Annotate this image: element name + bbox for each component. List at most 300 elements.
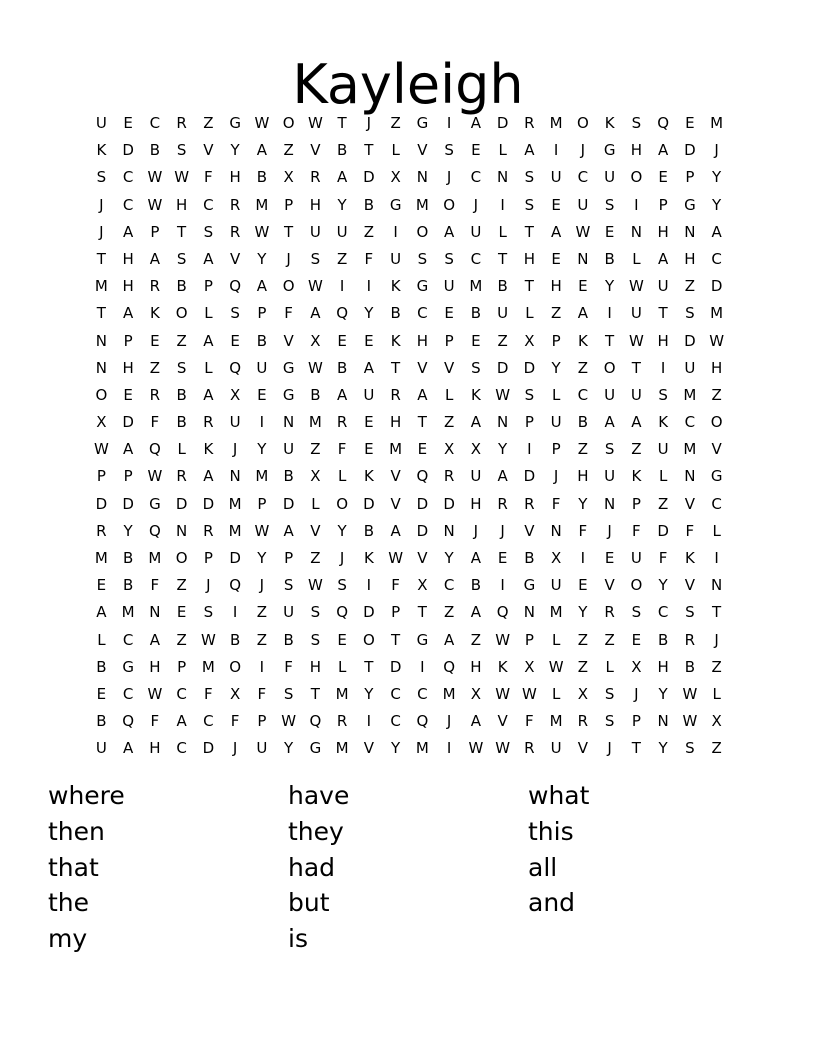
- grid-cell[interactable]: N: [577, 249, 589, 268]
- grid-cell[interactable]: F: [658, 549, 668, 567]
- grid-cell[interactable]: S: [444, 249, 454, 268]
- grid-cell[interactable]: M: [415, 739, 429, 758]
- grid-cell[interactable]: F: [632, 521, 641, 540]
- word-list-item[interactable]: they: [288, 816, 344, 846]
- grid-cell[interactable]: M: [255, 195, 269, 214]
- grid-cell[interactable]: O: [630, 168, 643, 187]
- grid-cell[interactable]: N: [443, 521, 455, 540]
- grid-cell[interactable]: O: [710, 413, 723, 432]
- grid-cell[interactable]: B: [497, 277, 508, 296]
- grid-cell[interactable]: L: [498, 222, 507, 241]
- grid-cell[interactable]: I: [580, 549, 586, 567]
- grid-cell[interactable]: G: [416, 277, 429, 296]
- word-list-item[interactable]: but: [288, 888, 330, 918]
- grid-cell[interactable]: D: [175, 494, 188, 513]
- grid-cell[interactable]: Y: [257, 249, 267, 268]
- grid-cell[interactable]: X: [310, 331, 321, 350]
- grid-cell[interactable]: D: [416, 521, 429, 540]
- grid-cell[interactable]: L: [337, 467, 347, 486]
- grid-cell[interactable]: B: [122, 549, 134, 567]
- grid-cell[interactable]: N: [711, 576, 723, 595]
- grid-cell[interactable]: B: [524, 549, 535, 567]
- grid-cell[interactable]: S: [524, 168, 535, 187]
- grid-cell[interactable]: T: [658, 304, 668, 323]
- grid-cell[interactable]: H: [416, 331, 429, 350]
- grid-cell[interactable]: D: [496, 114, 509, 132]
- grid-cell[interactable]: U: [470, 467, 482, 486]
- grid-cell[interactable]: N: [416, 168, 428, 187]
- grid-cell[interactable]: D: [416, 494, 429, 513]
- grid-cell[interactable]: U: [283, 440, 295, 459]
- grid-cell[interactable]: Z: [176, 630, 187, 649]
- grid-cell[interactable]: Y: [123, 521, 133, 540]
- grid-cell[interactable]: T: [631, 358, 641, 377]
- grid-cell[interactable]: I: [446, 739, 452, 758]
- grid-cell[interactable]: P: [551, 440, 561, 459]
- grid-cell[interactable]: H: [470, 657, 482, 676]
- grid-cell[interactable]: O: [576, 114, 589, 132]
- grid-cell[interactable]: M: [710, 304, 724, 323]
- grid-cell[interactable]: M: [469, 277, 483, 296]
- grid-cell[interactable]: S: [631, 603, 642, 622]
- grid-cell[interactable]: A: [390, 521, 401, 540]
- grid-cell[interactable]: A: [550, 222, 562, 241]
- grid-cell[interactable]: H: [577, 467, 589, 486]
- grid-cell[interactable]: X: [470, 440, 482, 459]
- grid-cell[interactable]: A: [176, 712, 187, 731]
- grid-cell[interactable]: S: [631, 114, 642, 132]
- grid-cell[interactable]: A: [470, 712, 481, 731]
- grid-cell[interactable]: A: [631, 413, 642, 432]
- grid-cell[interactable]: N: [684, 222, 696, 241]
- grid-cell[interactable]: R: [524, 114, 535, 132]
- grid-cell[interactable]: Z: [283, 141, 294, 160]
- grid-cell[interactable]: Z: [684, 277, 696, 296]
- grid-cell[interactable]: H: [309, 657, 322, 676]
- grid-cell[interactable]: Z: [443, 603, 455, 622]
- grid-cell[interactable]: U: [684, 358, 696, 377]
- grid-cell[interactable]: L: [605, 657, 614, 676]
- grid-cell[interactable]: J: [99, 195, 104, 214]
- grid-cell[interactable]: M: [255, 467, 269, 486]
- grid-cell[interactable]: I: [420, 657, 425, 676]
- grid-cell[interactable]: Q: [229, 576, 242, 595]
- grid-cell[interactable]: S: [417, 249, 428, 268]
- grid-cell[interactable]: X: [550, 549, 562, 567]
- grid-cell[interactable]: B: [336, 358, 348, 377]
- grid-cell[interactable]: H: [122, 277, 134, 296]
- grid-cell[interactable]: Q: [496, 603, 509, 622]
- grid-cell[interactable]: W: [495, 385, 511, 404]
- grid-cell[interactable]: U: [390, 249, 402, 268]
- grid-cell[interactable]: L: [551, 630, 561, 649]
- grid-cell[interactable]: Q: [336, 304, 349, 323]
- grid-cell[interactable]: B: [176, 277, 187, 296]
- grid-cell[interactable]: R: [524, 739, 535, 758]
- grid-cell[interactable]: P: [177, 657, 187, 676]
- grid-cell[interactable]: U: [283, 603, 295, 622]
- grid-cell[interactable]: G: [523, 576, 536, 595]
- grid-cell[interactable]: D: [363, 603, 375, 622]
- grid-cell[interactable]: I: [393, 222, 398, 241]
- grid-cell[interactable]: E: [337, 630, 347, 649]
- grid-cell[interactable]: W: [388, 549, 404, 567]
- grid-cell[interactable]: U: [256, 358, 268, 377]
- grid-cell[interactable]: V: [417, 358, 428, 377]
- grid-cell[interactable]: L: [311, 494, 320, 513]
- grid-cell[interactable]: H: [630, 141, 643, 160]
- grid-cell[interactable]: S: [604, 684, 615, 703]
- grid-cell[interactable]: I: [259, 413, 265, 432]
- grid-cell[interactable]: I: [607, 304, 612, 323]
- grid-cell[interactable]: J: [634, 684, 639, 703]
- grid-cell[interactable]: E: [471, 331, 481, 350]
- grid-cell[interactable]: A: [470, 603, 481, 622]
- grid-cell[interactable]: O: [229, 657, 242, 676]
- grid-cell[interactable]: K: [390, 331, 401, 350]
- grid-cell[interactable]: F: [284, 304, 293, 323]
- grid-cell[interactable]: D: [363, 168, 375, 187]
- grid-cell[interactable]: C: [122, 168, 134, 187]
- grid-cell[interactable]: P: [391, 603, 401, 622]
- grid-cell[interactable]: U: [657, 440, 669, 459]
- grid-cell[interactable]: X: [390, 168, 401, 187]
- grid-cell[interactable]: C: [711, 494, 722, 513]
- grid-cell[interactable]: Q: [657, 114, 670, 132]
- grid-cell[interactable]: S: [604, 195, 615, 214]
- word-list-item[interactable]: the: [48, 888, 90, 918]
- grid-cell[interactable]: C: [443, 576, 455, 595]
- grid-cell[interactable]: A: [657, 141, 669, 160]
- grid-cell[interactable]: Z: [577, 358, 589, 377]
- grid-cell[interactable]: N: [550, 521, 562, 540]
- grid-cell[interactable]: U: [604, 168, 616, 187]
- grid-cell[interactable]: Q: [416, 712, 429, 731]
- grid-cell[interactable]: U: [95, 739, 107, 758]
- grid-cell[interactable]: L: [337, 657, 347, 676]
- grid-cell[interactable]: U: [229, 413, 241, 432]
- grid-cell[interactable]: T: [524, 277, 534, 296]
- grid-cell[interactable]: I: [366, 277, 372, 296]
- grid-cell[interactable]: C: [577, 385, 589, 404]
- grid-cell[interactable]: O: [175, 304, 188, 323]
- grid-cell[interactable]: P: [524, 413, 534, 432]
- grid-cell[interactable]: A: [283, 521, 294, 540]
- grid-cell[interactable]: A: [96, 603, 107, 622]
- grid-cell[interactable]: A: [203, 467, 214, 486]
- grid-cell[interactable]: N: [229, 467, 241, 486]
- grid-cell[interactable]: Y: [498, 440, 508, 459]
- grid-cell[interactable]: A: [443, 630, 455, 649]
- grid-cell[interactable]: B: [229, 630, 241, 649]
- grid-cell[interactable]: D: [389, 657, 402, 676]
- grid-cell[interactable]: U: [336, 222, 348, 241]
- grid-cell[interactable]: G: [122, 657, 134, 676]
- grid-cell[interactable]: W: [147, 195, 163, 214]
- grid-cell[interactable]: H: [122, 249, 134, 268]
- grid-cell[interactable]: Z: [256, 630, 268, 649]
- grid-cell[interactable]: Z: [604, 630, 615, 649]
- grid-cell[interactable]: L: [551, 385, 561, 404]
- grid-cell[interactable]: O: [175, 549, 188, 567]
- grid-cell[interactable]: W: [254, 222, 270, 241]
- grid-cell[interactable]: Z: [577, 630, 589, 649]
- grid-cell[interactable]: S: [337, 576, 347, 595]
- grid-cell[interactable]: F: [284, 657, 293, 676]
- grid-cell[interactable]: L: [177, 440, 186, 459]
- grid-cell[interactable]: J: [473, 195, 479, 214]
- grid-cell[interactable]: K: [497, 657, 508, 676]
- grid-cell[interactable]: M: [94, 277, 108, 296]
- grid-cell[interactable]: C: [657, 603, 669, 622]
- grid-cell[interactable]: H: [657, 331, 669, 350]
- grid-cell[interactable]: A: [122, 222, 134, 241]
- grid-cell[interactable]: Z: [176, 576, 187, 595]
- grid-cell[interactable]: T: [524, 222, 534, 241]
- grid-cell[interactable]: S: [203, 222, 214, 241]
- grid-cell[interactable]: C: [203, 712, 214, 731]
- grid-cell[interactable]: H: [229, 168, 241, 187]
- grid-cell[interactable]: B: [657, 630, 669, 649]
- letter-grid-body[interactable]: [88, 110, 730, 763]
- grid-cell[interactable]: I: [500, 195, 505, 214]
- grid-cell[interactable]: B: [149, 141, 161, 160]
- grid-cell[interactable]: J: [206, 576, 211, 595]
- grid-cell[interactable]: D: [229, 549, 241, 567]
- grid-cell[interactable]: I: [634, 195, 639, 214]
- grid-cell[interactable]: G: [416, 114, 429, 132]
- grid-cell[interactable]: G: [684, 195, 696, 214]
- grid-cell[interactable]: I: [259, 657, 265, 676]
- grid-cell[interactable]: W: [575, 222, 591, 241]
- grid-cell[interactable]: H: [149, 739, 161, 758]
- grid-cell[interactable]: A: [470, 114, 481, 132]
- grid-cell[interactable]: Y: [337, 521, 347, 540]
- grid-cell[interactable]: C: [122, 684, 134, 703]
- grid-cell[interactable]: K: [658, 413, 669, 432]
- grid-cell[interactable]: L: [712, 684, 721, 703]
- grid-cell[interactable]: J: [473, 521, 479, 540]
- grid-cell[interactable]: B: [122, 576, 134, 595]
- grid-cell[interactable]: E: [551, 249, 561, 268]
- grid-cell[interactable]: T: [96, 249, 106, 268]
- grid-cell[interactable]: L: [204, 358, 213, 377]
- grid-cell[interactable]: A: [122, 304, 134, 323]
- grid-cell[interactable]: A: [122, 440, 134, 459]
- grid-cell[interactable]: E: [497, 549, 508, 567]
- grid-cell[interactable]: T: [391, 630, 401, 649]
- grid-cell[interactable]: T: [364, 141, 374, 160]
- grid-cell[interactable]: C: [176, 684, 187, 703]
- grid-cell[interactable]: W: [709, 331, 725, 350]
- grid-cell[interactable]: K: [149, 304, 160, 323]
- grid-cell[interactable]: E: [551, 195, 561, 214]
- grid-cell[interactable]: E: [364, 331, 374, 350]
- grid-cell[interactable]: F: [150, 413, 160, 432]
- grid-cell[interactable]: J: [232, 440, 238, 459]
- grid-cell[interactable]: V: [390, 467, 401, 486]
- grid-cell[interactable]: C: [417, 684, 428, 703]
- grid-cell[interactable]: T: [337, 114, 347, 132]
- grid-cell[interactable]: I: [553, 141, 559, 160]
- grid-cell[interactable]: T: [417, 603, 427, 622]
- grid-cell[interactable]: V: [203, 141, 214, 160]
- grid-cell[interactable]: Y: [444, 549, 454, 567]
- grid-cell[interactable]: Q: [309, 712, 322, 731]
- grid-cell[interactable]: C: [711, 249, 722, 268]
- grid-cell[interactable]: N: [149, 603, 161, 622]
- grid-cell[interactable]: E: [471, 141, 481, 160]
- grid-cell[interactable]: Y: [551, 358, 561, 377]
- grid-cell[interactable]: Z: [149, 358, 161, 377]
- grid-cell[interactable]: C: [390, 712, 401, 731]
- grid-cell[interactable]: N: [176, 521, 188, 540]
- grid-cell[interactable]: Q: [336, 603, 349, 622]
- grid-cell[interactable]: Y: [364, 304, 374, 323]
- grid-cell[interactable]: M: [683, 385, 697, 404]
- grid-cell[interactable]: K: [684, 549, 695, 567]
- grid-cell[interactable]: K: [577, 331, 588, 350]
- grid-cell[interactable]: Z: [657, 494, 669, 513]
- grid-cell[interactable]: G: [389, 195, 402, 214]
- grid-cell[interactable]: V: [577, 739, 588, 758]
- grid-cell[interactable]: W: [147, 168, 163, 187]
- grid-cell[interactable]: U: [95, 114, 107, 132]
- grid-cell[interactable]: J: [607, 739, 612, 758]
- grid-cell[interactable]: R: [604, 603, 615, 622]
- grid-cell[interactable]: R: [229, 195, 241, 214]
- grid-cell[interactable]: I: [660, 358, 666, 377]
- grid-cell[interactable]: U: [550, 576, 562, 595]
- grid-cell[interactable]: A: [524, 141, 535, 160]
- grid-cell[interactable]: Y: [658, 684, 668, 703]
- grid-cell[interactable]: P: [123, 467, 133, 486]
- grid-cell[interactable]: B: [283, 630, 294, 649]
- grid-cell[interactable]: F: [230, 712, 240, 731]
- grid-cell[interactable]: S: [658, 385, 668, 404]
- grid-cell[interactable]: M: [94, 549, 108, 567]
- grid-cell[interactable]: U: [470, 222, 482, 241]
- grid-cell[interactable]: U: [657, 277, 669, 296]
- grid-cell[interactable]: B: [363, 521, 375, 540]
- grid-cell[interactable]: V: [443, 358, 455, 377]
- word-list-item[interactable]: is: [288, 924, 308, 954]
- grid-cell[interactable]: J: [580, 141, 586, 160]
- grid-cell[interactable]: R: [176, 114, 187, 132]
- grid-cell[interactable]: M: [549, 712, 563, 731]
- grid-cell[interactable]: Y: [712, 195, 722, 214]
- grid-cell[interactable]: D: [95, 494, 108, 513]
- grid-cell[interactable]: B: [577, 413, 589, 432]
- grid-cell[interactable]: Z: [310, 440, 321, 459]
- grid-cell[interactable]: C: [470, 249, 482, 268]
- grid-cell[interactable]: S: [524, 195, 535, 214]
- grid-cell[interactable]: E: [123, 385, 133, 404]
- grid-cell[interactable]: N: [497, 168, 509, 187]
- grid-cell[interactable]: M: [228, 521, 242, 540]
- grid-cell[interactable]: M: [335, 739, 349, 758]
- grid-cell[interactable]: P: [257, 304, 267, 323]
- grid-cell[interactable]: L: [391, 141, 400, 160]
- grid-cell[interactable]: H: [657, 657, 669, 676]
- grid-cell[interactable]: W: [468, 739, 484, 758]
- grid-cell[interactable]: L: [632, 249, 641, 268]
- grid-cell[interactable]: B: [684, 657, 696, 676]
- grid-cell[interactable]: Y: [284, 739, 294, 758]
- grid-cell[interactable]: L: [498, 141, 507, 160]
- word-list-item[interactable]: had: [288, 852, 336, 882]
- grid-cell[interactable]: Z: [256, 603, 268, 622]
- grid-cell[interactable]: F: [391, 576, 400, 595]
- grid-cell[interactable]: L: [712, 521, 721, 540]
- grid-cell[interactable]: R: [96, 521, 107, 540]
- grid-cell[interactable]: X: [470, 684, 482, 703]
- grid-cell[interactable]: X: [417, 576, 428, 595]
- grid-cell[interactable]: S: [310, 603, 321, 622]
- grid-cell[interactable]: C: [176, 739, 187, 758]
- grid-cell[interactable]: L: [658, 467, 668, 486]
- grid-cell[interactable]: Y: [605, 277, 615, 296]
- grid-cell[interactable]: K: [604, 114, 615, 132]
- grid-cell[interactable]: A: [149, 249, 160, 268]
- grid-cell[interactable]: G: [282, 358, 295, 377]
- grid-cell[interactable]: E: [176, 603, 187, 622]
- grid-cell[interactable]: R: [149, 277, 161, 296]
- grid-cell[interactable]: Z: [711, 657, 722, 676]
- grid-cell[interactable]: R: [310, 168, 321, 187]
- grid-cell[interactable]: A: [203, 249, 214, 268]
- grid-cell[interactable]: W: [495, 684, 511, 703]
- grid-cell[interactable]: J: [714, 141, 719, 160]
- grid-cell[interactable]: M: [710, 114, 724, 132]
- grid-cell[interactable]: G: [603, 141, 616, 160]
- grid-cell[interactable]: E: [337, 331, 347, 350]
- grid-cell[interactable]: J: [446, 712, 452, 731]
- grid-cell[interactable]: K: [363, 549, 374, 567]
- grid-cell[interactable]: Y: [658, 576, 668, 595]
- grid-cell[interactable]: C: [149, 114, 161, 132]
- grid-cell[interactable]: P: [524, 630, 534, 649]
- grid-cell[interactable]: O: [630, 576, 643, 595]
- grid-cell[interactable]: M: [148, 549, 162, 567]
- grid-cell[interactable]: Q: [122, 712, 135, 731]
- grid-cell[interactable]: Z: [443, 413, 455, 432]
- grid-cell[interactable]: W: [93, 440, 109, 459]
- grid-cell[interactable]: A: [497, 467, 508, 486]
- word-list-item[interactable]: all: [528, 852, 558, 882]
- grid-cell[interactable]: J: [553, 467, 559, 486]
- grid-cell[interactable]: S: [176, 358, 187, 377]
- grid-cell[interactable]: B: [390, 304, 401, 323]
- grid-cell[interactable]: X: [443, 440, 455, 459]
- grid-cell[interactable]: C: [470, 168, 482, 187]
- grid-cell[interactable]: D: [496, 358, 509, 377]
- grid-cell[interactable]: R: [336, 712, 348, 731]
- grid-cell[interactable]: J: [714, 630, 719, 649]
- grid-cell[interactable]: D: [363, 494, 375, 513]
- grid-cell[interactable]: M: [549, 603, 563, 622]
- grid-cell[interactable]: U: [550, 168, 562, 187]
- grid-cell[interactable]: N: [95, 331, 107, 350]
- grid-cell[interactable]: N: [630, 222, 642, 241]
- grid-cell[interactable]: M: [228, 494, 242, 513]
- grid-cell[interactable]: E: [417, 440, 428, 459]
- grid-cell[interactable]: A: [256, 277, 267, 296]
- grid-cell[interactable]: U: [363, 385, 375, 404]
- grid-cell[interactable]: H: [309, 195, 322, 214]
- grid-cell[interactable]: W: [147, 467, 163, 486]
- grid-cell[interactable]: J: [607, 521, 612, 540]
